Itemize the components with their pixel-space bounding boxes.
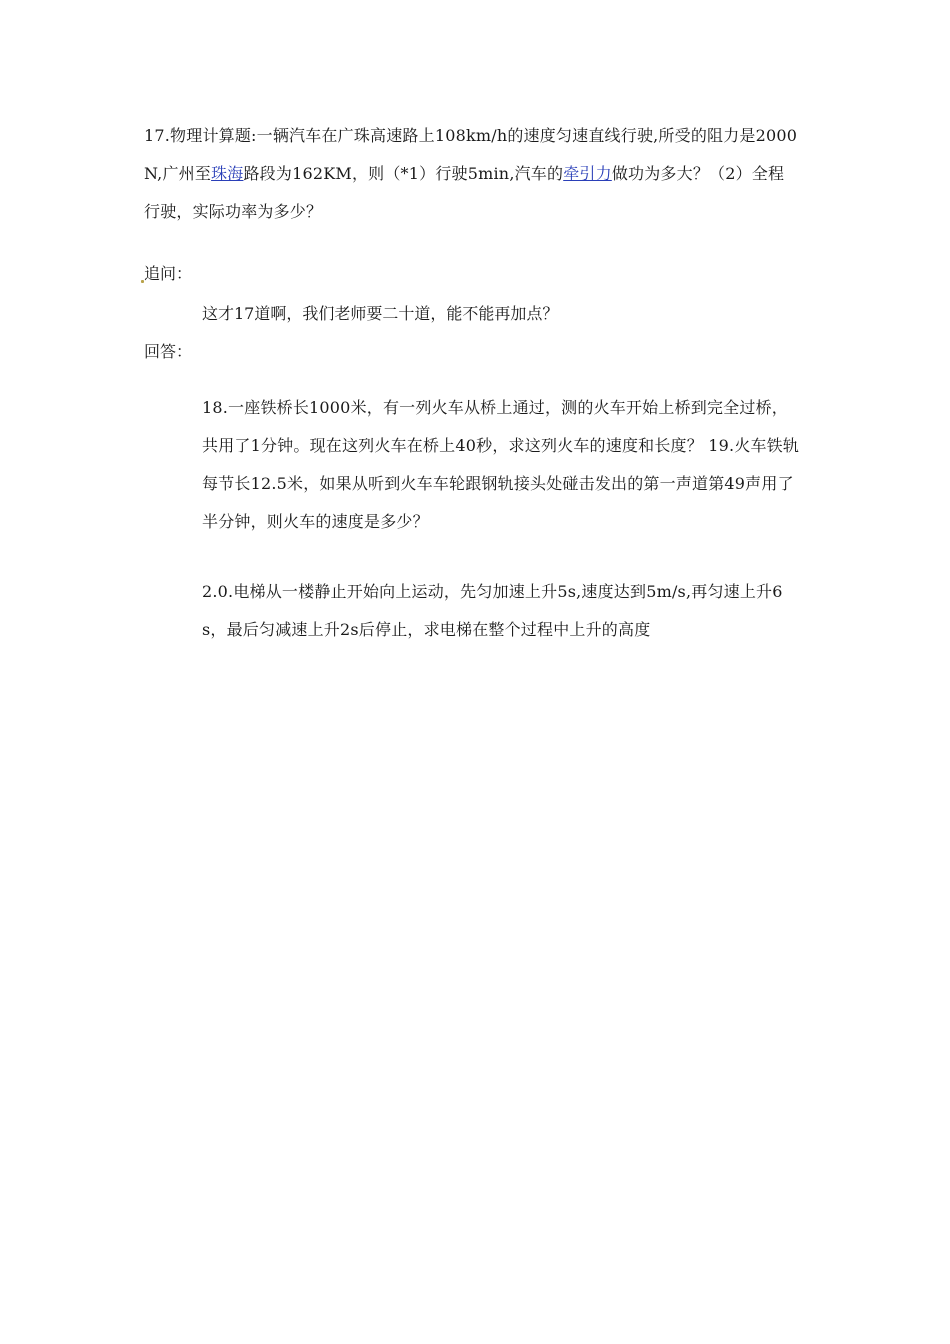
question-17 (144, 117, 800, 231)
answer-question-20: 2.0.电梯从一楼静止开始向上运动，先匀加速上升5s,速度达到5m/s,再匀速上升6s，最后匀减速上升2s后停止，求电梯在整个过程中上升的高度 (202, 582, 783, 639)
answer-label: 回答： (144, 342, 193, 361)
link-traction-force[interactable]: 牵引力 (563, 164, 612, 183)
question-17-text-part1: 17.物理计算题:一辆汽车在广珠高速路上108km/h的速度匀速直线行驶,所受的阻力是2000N,广州至 (144, 126, 798, 183)
answer-questions-18-19: 18.一座铁桥长1000米，有一列火车从桥上通过，测的火车开始上桥到完全过桥，共用了1分钟。现在这列火车在桥上40秒，求这列火车的速度和长度？ 19.火车铁轨每节长12.5米，如果从听到火车车轮跟钢轨接头处碰击发出的第一声道第49声用了半分钟，则火车的速度是多少？ (202, 398, 800, 531)
question-17-text-part3: 做功为多大？（2）全程行驶，实际功率为多少？ (144, 164, 785, 221)
followup-text: 这才17道啊，我们老师要二十道，能不能再加点？ (202, 304, 559, 323)
question-17-text-part2: 路段为162KM，则（*1）行驶5min,汽车的 (243, 164, 564, 183)
followup-label: 追问： (144, 264, 193, 283)
link-zhuhai[interactable]: 珠海 (211, 164, 244, 183)
